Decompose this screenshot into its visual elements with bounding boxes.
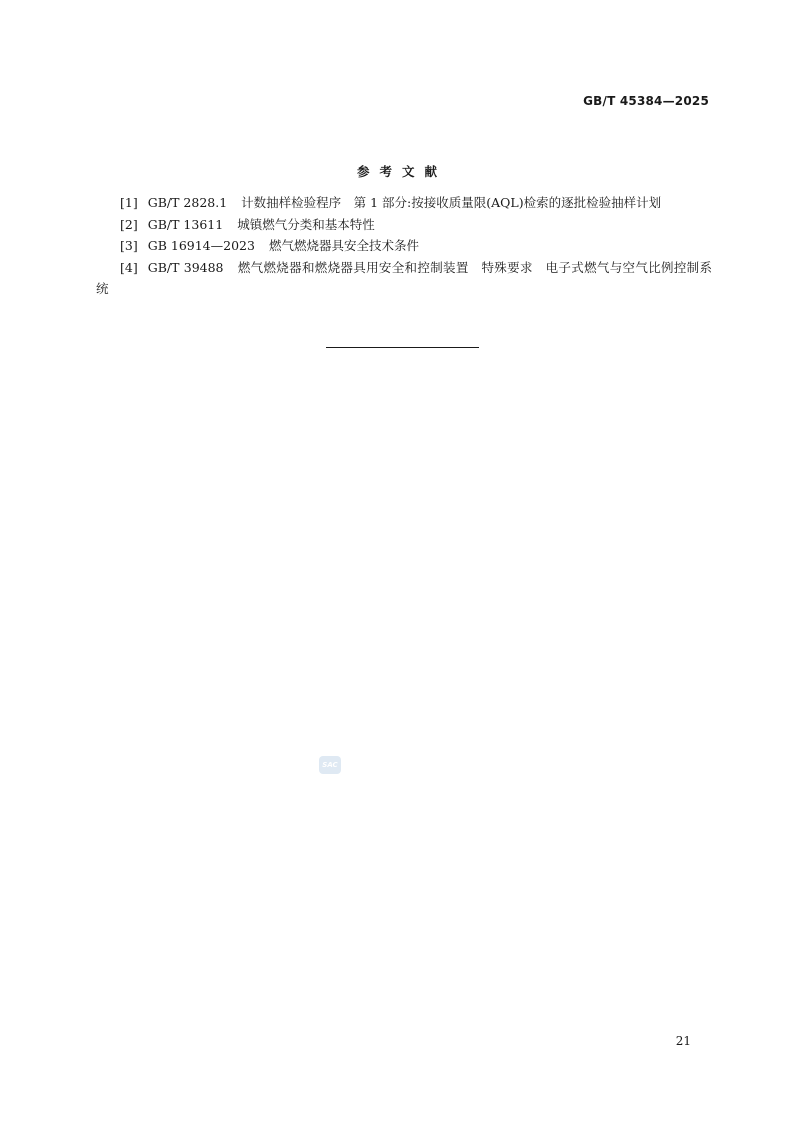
reference-title: 城镇燃气分类和基本特性: [237, 216, 375, 232]
reference-standard-code: GB/T 13611: [147, 216, 224, 232]
references-title: 参考文献: [356, 164, 447, 179]
sac-watermark-logo: [319, 756, 341, 774]
reference-number: [1]: [120, 195, 138, 210]
reference-item-2: [96, 214, 712, 236]
standard-code-header: GB/T 45384—2025: [583, 94, 709, 108]
reference-item-4: [96, 257, 712, 300]
reference-title: 燃气燃烧器和燃烧器具用安全和控制装置 特殊要求 电子式燃气与空气比例控制系统: [96, 259, 712, 296]
end-of-document-rule: [326, 347, 479, 348]
reference-item-3: [96, 235, 712, 257]
page-number: 21: [675, 1034, 691, 1048]
reference-standard-code: GB 16914—2023: [147, 238, 255, 253]
reference-number: [3]: [120, 238, 138, 253]
reference-standard-code: GB/T 2828.1: [147, 195, 228, 210]
reference-item-1: [96, 192, 712, 214]
reference-list: [96, 192, 712, 300]
reference-title: 燃气燃烧器具安全技术条件: [268, 238, 419, 253]
reference-number: [2]: [120, 216, 138, 232]
reference-standard-code: GB/T 39488: [147, 259, 224, 275]
reference-title: 计数抽样检验程序 第 1 部分:按接收质量限(AQL)检索的逐批检验抽样计划: [241, 195, 662, 210]
watermark-text: SAC: [322, 761, 338, 769]
reference-number: [4]: [120, 259, 138, 275]
